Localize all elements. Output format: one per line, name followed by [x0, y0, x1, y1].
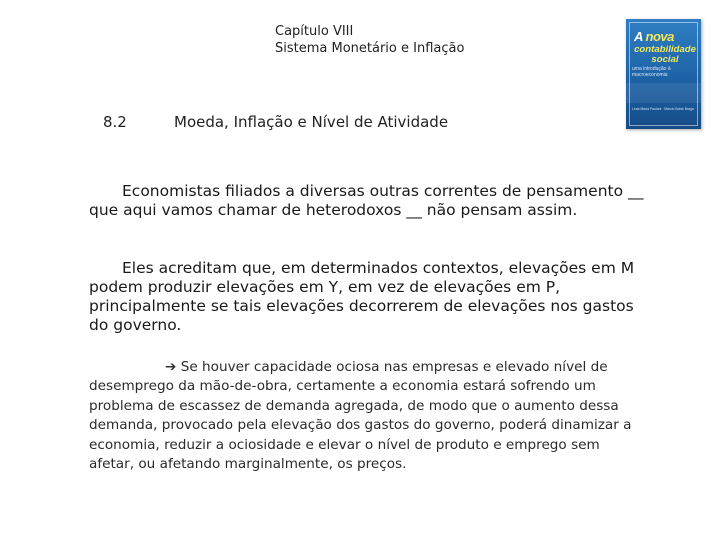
book-cover-title-a: [634, 29, 674, 44]
arrow-right-icon: ➔: [165, 359, 177, 375]
book-cover-authors: Leda Maria Paulani · Márcio Bobik Braga: [632, 107, 694, 111]
book-cover-subtitle: uma introdução à macroeconomia: [632, 66, 671, 78]
paragraph-3-text: Se houver capacidade ociosa nas empresas e elevado nível de desemprego da mão-de-obra, certamente a economia estará sofrendo um problema de escassez de demanda agregada, de modo que o aumento dessa demanda, provocado pela elevação dos gastos do governo, poderá dinamizar a economia, reduzir a ociosidade e elevar o nível de produto e emprego sem afetar, ou afetando marginalmente, os preços.: [89, 359, 632, 473]
paragraph-2-lead: Eles acreditam que, em determinados contextos,: [122, 259, 504, 277]
book-cover-title-main: contabilidade social: [634, 44, 696, 65]
paragraph-1: [89, 182, 649, 220]
chapter-subtitle: Sistema Monetário e Inflação: [275, 41, 465, 56]
paragraph-2: [89, 259, 649, 335]
chapter-title: Capítulo VIII: [275, 24, 354, 39]
book-cover-stripe: [626, 83, 701, 103]
paragraph-2-rest: elevações em M podem produzir elevações em Y, em vez de elevações em P, principalmente se tais elevações decorrerem de elevações nos gastos do governo.: [89, 259, 635, 334]
book-title-letter: A: [634, 29, 643, 44]
book-title-word: nova: [645, 29, 674, 44]
chapter-header: [275, 23, 464, 57]
paragraph-1-rest: pensamento __ que aqui vamos chamar de heterodoxos __ não pensam assim.: [89, 182, 644, 219]
section-number: 8.2: [103, 113, 127, 131]
section-title: Moeda, Inflação e Nível de Atividade: [174, 113, 449, 131]
book-cover-image: [626, 19, 701, 129]
paragraph-1-lead: Economistas filiados a diversas outras correntes de: [122, 182, 522, 200]
paragraph-3: [89, 358, 649, 474]
